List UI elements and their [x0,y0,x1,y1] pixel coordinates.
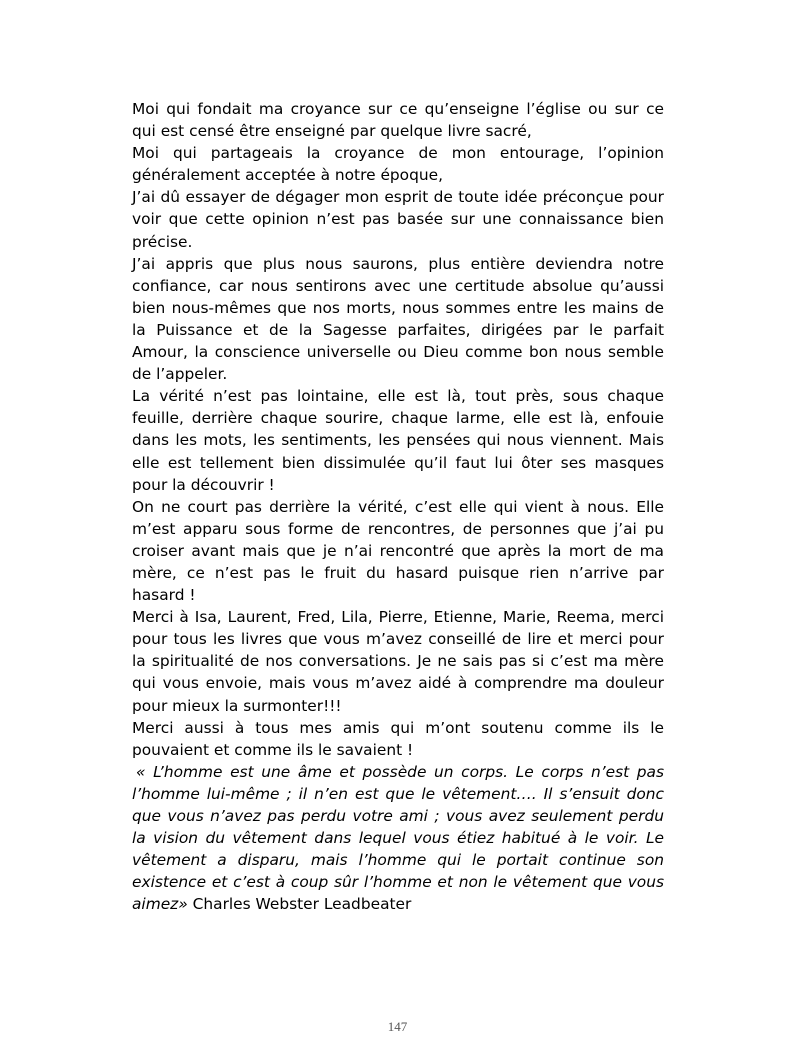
quotation [132,761,664,916]
paragraph-thanks-all: Merci aussi à tous mes amis qui m’ont soutenu comme ils le pouvaient et comme ils le savaient ! [132,718,664,759]
paragraph-truth-comes: On ne court pas derrière la vérité, c’est elle qui vient à nous. Elle m’est apparu sous forme de rencontres, de personnes que j’ai pu croiser avant mais que je n’ai rencontré que après la mort de ma mère, ce n’est pas le fruit du hasard puisque rien n’arrive par hasard ! [132,497,664,605]
paragraph-truth-near: La vérité n’est pas lointaine, elle est là, tout près, sous chaque feuille, derrière chaque sourire, chaque larme, elle est là, enfouie dans les mots, les sentiments, les pensées qui nous viennent. Mais elle est tellement bien dissimulée qu’il faut lui ôter ses masques pour la découvrir ! [132,387,664,494]
paragraph-entourage: Moi qui partageais la croyance de mon entourage, l’opinion généralement acceptée à notre époque, [132,144,664,185]
paragraph-belief: Moi qui fondait ma croyance sur ce qu’enseigne l’église ou sur ce qui est censé être enseigné par quelque livre sacré, [132,100,664,141]
paragraph-preconceived-idea: J’ai dû essayer de dégager mon esprit de toute idée préconçue pour voir que cette opinion n’est pas basée sur une connaissance bien précise. [132,188,664,251]
paragraph-confidence: J’ai appris que plus nous saurons, plus entière deviendra notre confiance, car nous sentirons avec une certitude absolue qu’aussi bien nous-mêmes que nos morts, nous sommes entre les mains de la Puissance et de la Sagesse parfaites, dirigées par le parfait Amour, la conscience universelle ou Dieu comme bon nous semble de l’appeler. [132,254,664,384]
paragraph-thanks-friends: Merci à Isa, Laurent, Fred, Lila, Pierre, Etienne, Marie, Reema, merci pour tous les livres que vous m’avez conseillé de lire et merci pour la spiritualité de nos conversations. Je ne sais pas si c’est ma mère qui vous envoie, mais vous m’avez aidé à comprendre ma douleur pour mieux la surmonter!!! [132,608,664,715]
page-number: 147 [387,1019,408,1034]
body-text [132,98,664,915]
quotation-text: « L’homme est une âme et possède un corps. Le corps n’est pas l’homme lui-même ; il n’en est que le vêtement…. Il s’ensuit donc que vous n’avez pas perdu votre ami ; vous avez seulement perdu la vision du vêtement dans lequel vous étiez habitué à le voir. Le vêtement a disparu, mais l’homme qui le portait continue son existence et c’est à coup sûr l’homme et non le vêtement que vous aimez» [132,762,664,914]
quotation-author: Charles Webster Leadbeater [187,895,412,914]
